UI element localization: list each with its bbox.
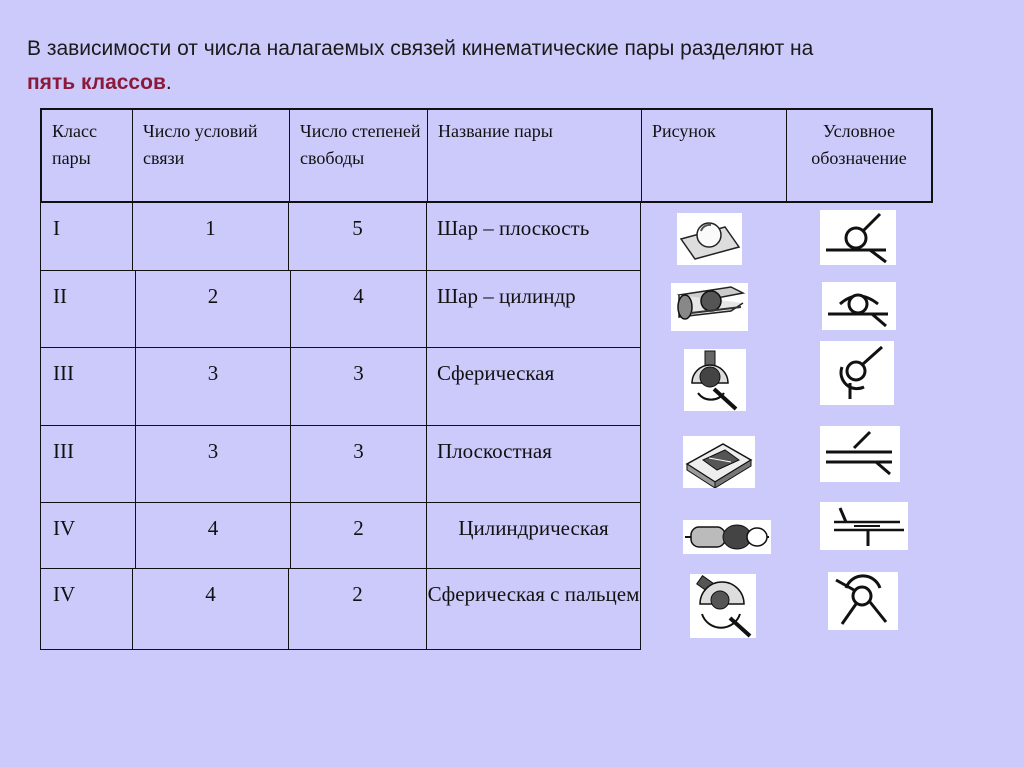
table-row [40,503,641,569]
cell-name: Плоскостная [437,439,552,463]
table-header [40,108,933,203]
cell-dof: 3 [291,426,427,502]
table-row [40,203,641,271]
cell-name: Шар – плоскость [437,216,590,240]
cell-constraints: 4 [133,569,289,649]
intro-paragraph [27,32,1007,100]
cell-constraints: 3 [136,426,291,502]
cell-class: III [41,348,136,425]
header-constraints: Число условий связи [133,110,290,201]
intro-highlight: пять классов [27,71,166,94]
header-dof: Число степеней свободы [290,110,428,201]
cell-dof: 2 [291,503,427,568]
ball-on-plane-icon [677,213,742,265]
cell-name: Сферическая [437,361,555,385]
ball-in-cylinder-icon [671,283,748,331]
cell-class: IV [41,569,133,649]
header-name: Название пары [428,110,642,201]
cell-dof: 4 [291,271,427,347]
planar-symbol-icon [820,426,900,482]
cell-class: I [41,203,133,270]
spherical-pin-symbol-icon [828,572,898,630]
cell-class: II [41,271,136,347]
cell-name: Цилиндрическая [458,516,609,540]
cell-name: Сферическая с пальцем [427,582,640,606]
spherical-symbol-icon [820,341,894,405]
ball-plane-symbol-icon [820,210,896,265]
cell-constraints: 4 [136,503,291,568]
intro-text: В зависимости от числа налагаемых связей кинематические пары разделяют на [27,37,814,60]
cell-constraints: 3 [136,348,291,425]
planar-pair-icon [683,436,755,488]
table-row [40,426,641,503]
cell-constraints: 2 [136,271,291,347]
cell-dof: 3 [291,348,427,425]
cell-constraints: 1 [133,203,289,270]
spherical-joint-icon [684,349,746,411]
cylindrical-pair-icon [683,520,771,554]
table-row [40,271,641,348]
cell-class: IV [41,503,136,568]
cell-class: III [41,426,136,502]
header-symbol: Условное обозначение [811,121,907,168]
intro-trailing: . [165,71,172,94]
spherical-pin-icon [690,574,756,638]
table-row [40,348,641,426]
cell-dof: 2 [289,569,427,649]
table-row [40,569,641,650]
header-class: Класс пары [42,110,133,201]
header-figure: Рисунок [642,110,787,201]
cylindrical-symbol-icon [820,502,908,550]
ball-cylinder-symbol-icon [822,282,896,330]
cell-dof: 5 [289,203,427,270]
cell-name: Шар – цилиндр [437,284,576,308]
